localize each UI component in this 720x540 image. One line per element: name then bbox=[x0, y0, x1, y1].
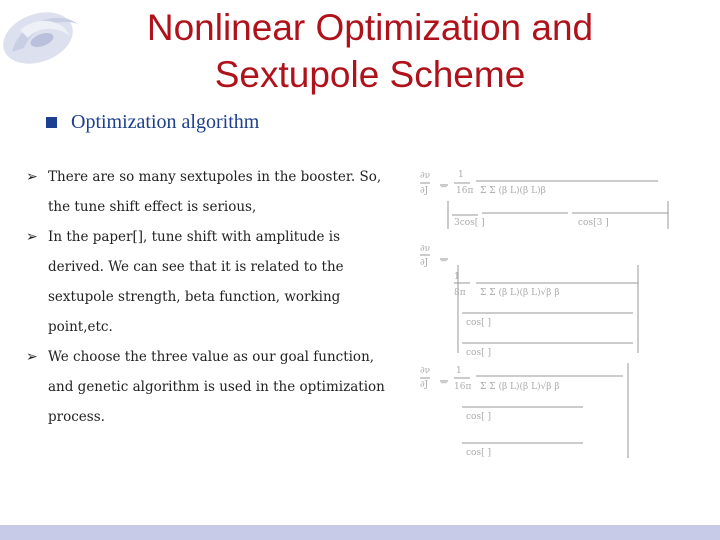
svg-text:16π: 16π bbox=[454, 382, 472, 392]
svg-text:∂J: ∂J bbox=[420, 186, 429, 196]
svg-text:1: 1 bbox=[456, 366, 462, 376]
bullet-line: and genetic algorithm is used in the optimization bbox=[48, 379, 385, 395]
swirl-logo-icon bbox=[0, 0, 95, 80]
svg-text:cos[ ]: cos[ ] bbox=[466, 448, 491, 458]
bullet-line: the tune shift effect is serious, bbox=[48, 199, 257, 215]
svg-text:3cos[ ]: 3cos[ ] bbox=[454, 218, 485, 228]
bullet-item bbox=[26, 342, 416, 432]
svg-text:cos[ ]: cos[ ] bbox=[466, 318, 491, 328]
svg-text:Σ Σ (β L)(β L)√β β: Σ Σ (β L)(β L)√β β bbox=[480, 382, 560, 392]
bullet-item bbox=[26, 162, 416, 222]
svg-text:∂ν: ∂ν bbox=[420, 366, 431, 376]
arrow-bullet-icon: ➢ bbox=[26, 169, 38, 185]
svg-text:∂ν: ∂ν bbox=[420, 171, 431, 181]
title-line-2: Sextupole Scheme bbox=[214, 54, 526, 95]
svg-text:cos[ ]: cos[ ] bbox=[466, 412, 491, 422]
svg-text:cos[ ]: cos[ ] bbox=[466, 348, 491, 358]
bullet-line: derived. We can see that it is related to the bbox=[48, 259, 344, 275]
footer-band bbox=[0, 525, 720, 540]
svg-text:1: 1 bbox=[454, 272, 460, 282]
svg-text:∂J: ∂J bbox=[420, 380, 429, 390]
bullet-line: process. bbox=[48, 409, 105, 425]
svg-text:8π: 8π bbox=[454, 288, 466, 298]
svg-text:∂J: ∂J bbox=[420, 258, 429, 268]
bullet-item bbox=[26, 222, 416, 342]
svg-text:=: = bbox=[440, 182, 448, 192]
svg-text:16π: 16π bbox=[456, 186, 474, 196]
bullet-line: sextupole strength, beta function, working bbox=[48, 289, 341, 305]
svg-text:∂ν: ∂ν bbox=[420, 244, 431, 254]
bullet-line: point,etc. bbox=[48, 319, 113, 335]
title-line-1: Nonlinear Optimization and bbox=[146, 7, 594, 48]
bullet-line: We choose the three value as our goal function, bbox=[48, 349, 375, 365]
svg-text:=: = bbox=[440, 256, 448, 266]
square-bullet-icon bbox=[46, 117, 57, 128]
section-heading bbox=[46, 111, 259, 134]
svg-text:Σ Σ (β L)(β L)√β β: Σ Σ (β L)(β L)√β β bbox=[480, 288, 560, 298]
page-title bbox=[90, 4, 650, 98]
svg-text:1: 1 bbox=[458, 170, 464, 180]
bullet-list bbox=[26, 162, 416, 432]
bullet-line: There are so many sextupoles in the booster. So, bbox=[48, 169, 382, 185]
bullet-line: In the paper[], tune shift with amplitude is bbox=[48, 229, 341, 245]
tune-shift-equations-image bbox=[418, 163, 683, 463]
svg-text:=: = bbox=[440, 378, 448, 388]
svg-text:cos[3 ]: cos[3 ] bbox=[578, 218, 609, 228]
arrow-bullet-icon: ➢ bbox=[26, 229, 38, 245]
arrow-bullet-icon: ➢ bbox=[26, 349, 38, 365]
svg-text:Σ Σ (β L)(β L)β: Σ Σ (β L)(β L)β bbox=[480, 186, 546, 196]
section-heading-text: Optimization algorithm bbox=[71, 111, 260, 133]
